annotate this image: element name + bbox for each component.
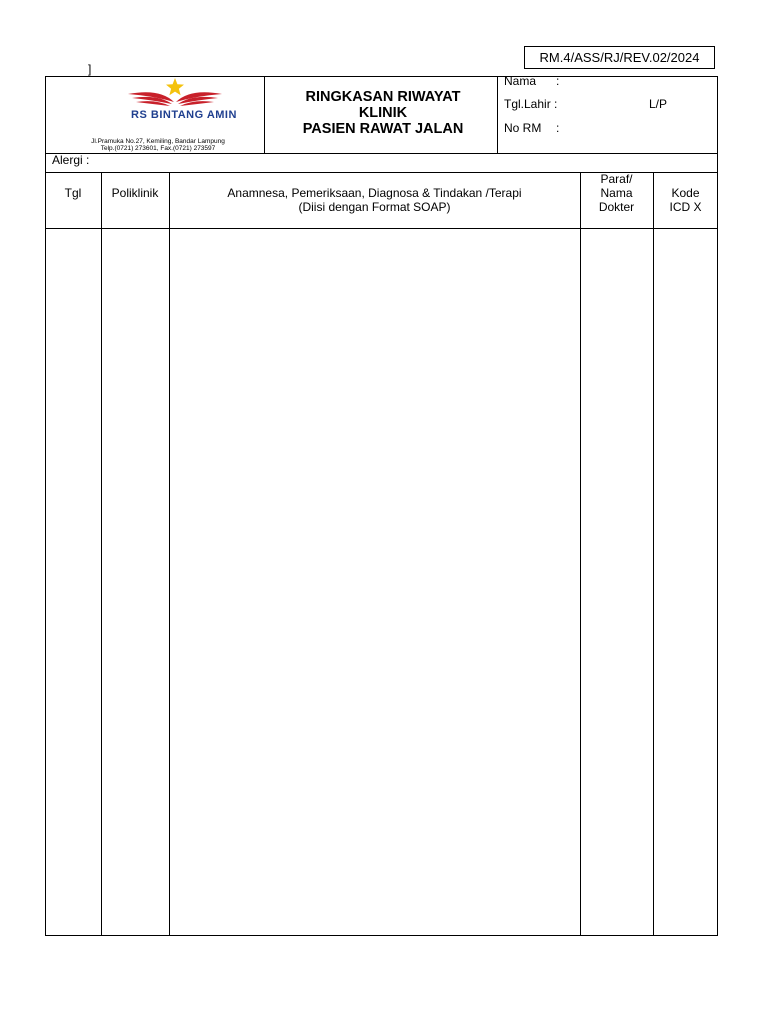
divider bbox=[264, 76, 265, 154]
header-icd-line-2: ICD X bbox=[669, 200, 702, 214]
name-label: Nama bbox=[504, 74, 537, 88]
header-icd bbox=[653, 186, 718, 214]
allergy-label: Alergi : bbox=[52, 153, 90, 167]
hospital-address bbox=[60, 138, 256, 152]
sex-label: L/P bbox=[649, 97, 668, 111]
title-line-3: PASIEN RAWAT JALAN bbox=[302, 121, 464, 137]
dob-label: Tgl.Lahir : bbox=[504, 97, 558, 111]
header-notes-line-1: Anamnesa, Pemeriksaan, Diagnosa & Tindakan /Terapi bbox=[227, 186, 522, 200]
address-line-2: Telp.(0721) 273601, Fax.(0721) 273597 bbox=[100, 145, 216, 152]
form-title bbox=[270, 89, 496, 137]
divider bbox=[45, 228, 718, 229]
divider bbox=[169, 172, 170, 935]
form-code: RM.4/ASS/RJ/REV.02/2024 bbox=[524, 46, 715, 69]
divider bbox=[580, 172, 581, 935]
divider bbox=[101, 172, 102, 935]
header-clinic: Poliklinik bbox=[111, 186, 159, 200]
address-line-1: Jl.Pramuka No.27, Kemiling, Bandar Lampung bbox=[91, 138, 225, 145]
title-line-1: RINGKASAN RIWAYAT bbox=[305, 89, 461, 105]
hospital-name: RS BINTANG AMIN bbox=[131, 109, 237, 121]
header-icd-line-1: Kode bbox=[671, 186, 700, 200]
header-signature-line-2: Nama bbox=[600, 186, 633, 200]
title-line-2: KLINIK bbox=[358, 105, 408, 121]
rm-colon: : bbox=[556, 121, 560, 135]
divider bbox=[497, 76, 498, 154]
rm-label: No RM bbox=[504, 121, 542, 135]
divider bbox=[653, 172, 654, 935]
corner-mark: ] bbox=[88, 62, 92, 76]
header-signature-line-3: Dokter bbox=[598, 200, 635, 214]
header-signature bbox=[580, 172, 653, 214]
header-notes bbox=[169, 186, 580, 214]
name-colon: : bbox=[556, 74, 560, 88]
header-notes-line-2: (Diisi dengan Format SOAP) bbox=[298, 200, 451, 214]
header-signature-line-1: Paraf/ bbox=[600, 172, 633, 186]
divider bbox=[45, 153, 718, 154]
header-date: Tgl bbox=[64, 186, 82, 200]
